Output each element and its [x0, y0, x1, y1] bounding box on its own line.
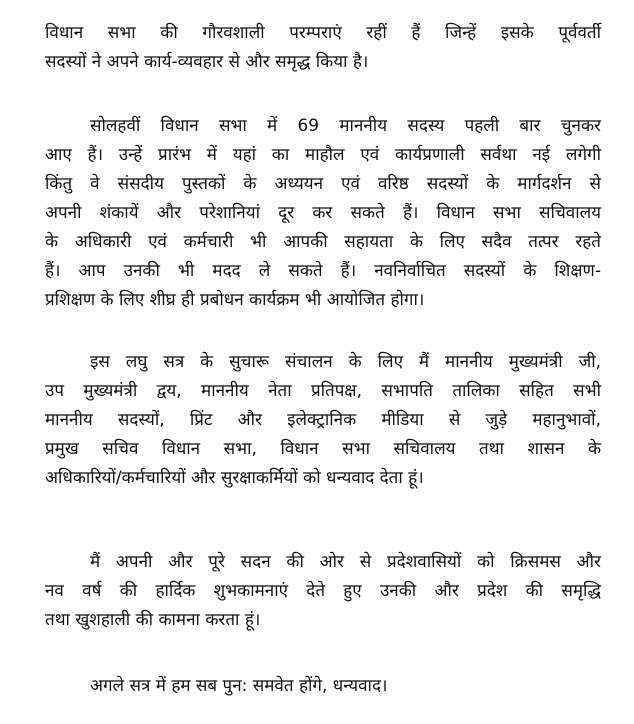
text-line: प्रमुख सचिव विधान सभा, विधान सभा सचिवालय तथा शासन के: [45, 439, 601, 459]
text-line: सदस्यों ने अपने कार्य-व्यवहार से और समृद्ध किया है।: [45, 52, 369, 72]
text-line: सोलहवीं विधान सभा में 69 माननीय सदस्य पहली बार चुनकर: [90, 116, 601, 136]
text-line: विधान सभा की गौरवशाली परम्पराएं रहीं हैं जिन्हें इसके पूर्ववर्ती: [45, 23, 601, 43]
text-line: उप मुख्यमंत्री द्वय, माननीय नेता प्रतिपक्ष, सभापति तालिका सहित सभी: [45, 381, 601, 401]
text-line: तथा खुशहाली की कामना करता हूं।: [45, 610, 261, 630]
text-line: अधिकारियों/कर्मचारियों और सुरक्षाकर्मियों को धन्यवाद देता हूं।: [45, 468, 424, 488]
paragraph-new-members: [45, 112, 601, 315]
text-line: आए हैं। उन्हें प्रारंभ में यहां का माहौल एवं कार्यप्रणाली सर्वथा नई लगेगी: [45, 145, 601, 165]
text-line: माननीय सदस्यों, प्रिंट और इलेक्ट्रानिक मीडिया से जुड़े महानुभावों,: [45, 410, 601, 430]
text-line: मैं अपनी और पूरे सदन की ओर से प्रदेशवासियों को क्रिसमस और: [90, 552, 601, 572]
paragraph-closing: [45, 672, 601, 701]
text-line: नव वर्ष की हार्दिक शुभकामनाएं देते हुए उनकी और प्रदेश की समृद्धि: [45, 581, 601, 601]
text-line: हैं। आप उनकी भी मदद ले सकते हैं। नवनिर्वाचित सदस्यों के शिक्षण-: [45, 261, 601, 281]
text-line: इस लघु सत्र के सुचारू संचालन के लिए मैं माननीय मुख्यमंत्री जी,: [90, 352, 601, 372]
text-line: के अधिकारी एवं कर्मचारी भी आपकी सहायता के लिए सदैव तत्पर रहते: [45, 232, 601, 252]
paragraph-thanks: [45, 348, 601, 493]
paragraph-traditions: [45, 19, 601, 77]
text-line: अगले सत्र में हम सब पुन: समवेत होंगे, धन्यवाद।: [90, 676, 388, 696]
text-line: अपनी शंकायें और परेशानियां दूर कर सकते हैं। विधान सभा सचिवालय: [45, 203, 601, 223]
paragraph-greetings: [45, 548, 601, 635]
text-line: प्रशिक्षण के लिए शीघ्र ही प्रबोधन कार्यक्रम भी आयोजित होगा।: [45, 290, 425, 310]
text-line: किंतु वे संसदीय पुस्तकों के अध्ययन एवं वरिष्ठ सदस्यों के मार्गदर्शन से: [45, 174, 601, 194]
